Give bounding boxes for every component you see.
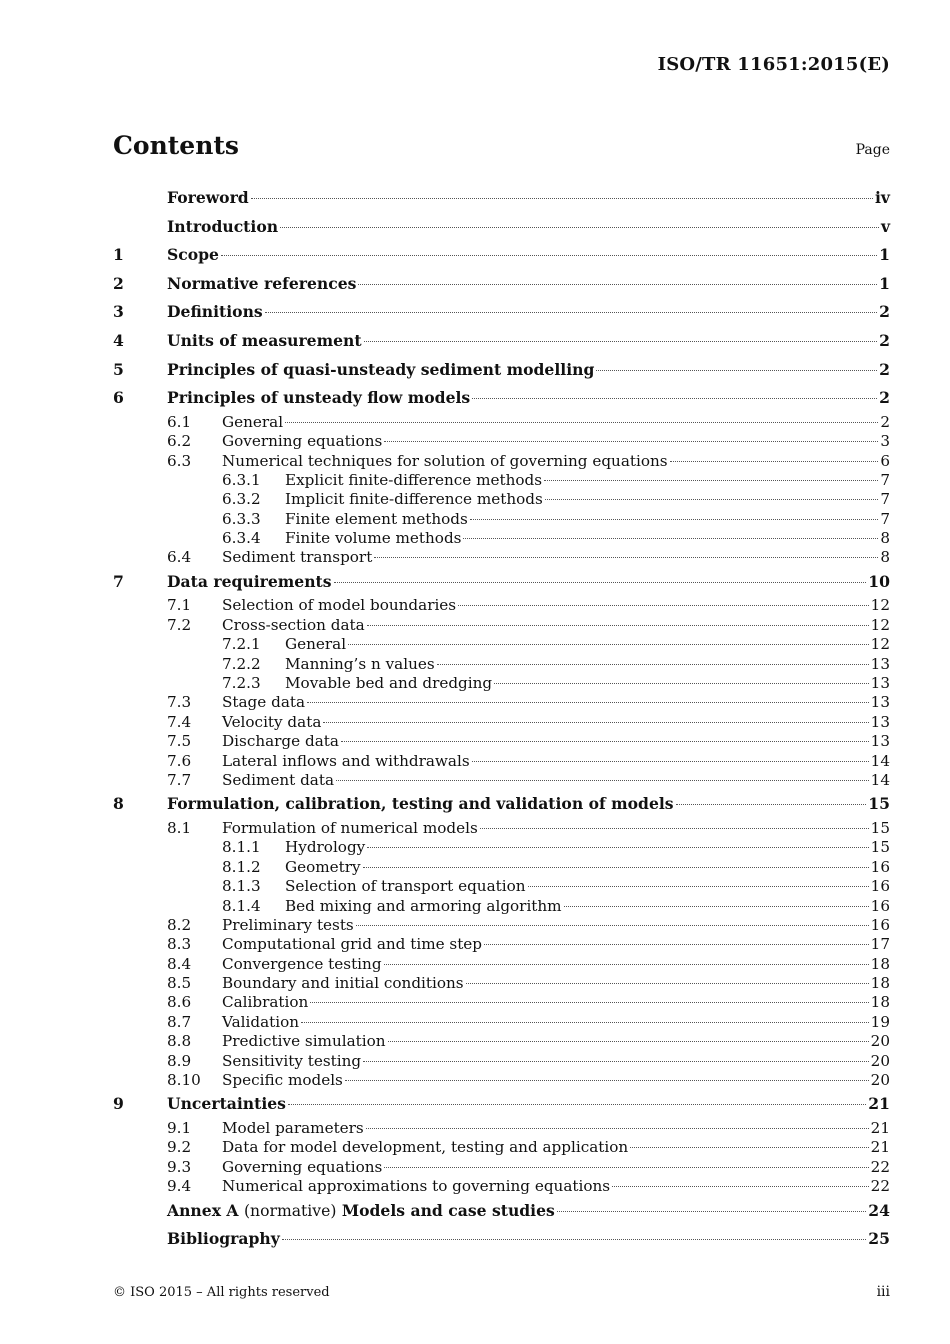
toc-entry-page: 24 <box>868 1200 890 1220</box>
dot-leader <box>528 886 869 887</box>
toc-entry-number: 6.1 <box>167 412 192 431</box>
toc-entry-number: 8.5 <box>167 974 192 993</box>
toc-entry-title: Foreword <box>167 188 249 207</box>
toc-entry-page: 12 <box>870 596 890 615</box>
toc-entry-page: 15 <box>868 794 890 814</box>
toc-entry-title: Bed mixing and armoring algorithm <box>285 896 562 915</box>
toc-entry-number: 8.8 <box>167 1032 192 1051</box>
annex-normative-note: (normative) <box>243 1201 337 1220</box>
toc-entry[interactable] <box>113 1197 890 1226</box>
toc-entry-title: Selection of transport equation <box>285 877 526 896</box>
toc-entry-page: 22 <box>870 1157 890 1176</box>
dot-leader <box>280 227 879 228</box>
toc-entry-page: 2 <box>879 302 890 322</box>
toc-entry-title: Discharge data <box>222 732 339 751</box>
toc-entry-page: 7 <box>880 509 890 528</box>
toc-entry-number: 8.7 <box>167 1012 192 1031</box>
toc-entry-title: Validation <box>222 1012 300 1031</box>
toc-entry-page: 13 <box>870 693 890 712</box>
toc-entry[interactable] <box>113 732 890 751</box>
dot-leader <box>670 461 879 462</box>
toc-entry[interactable] <box>113 897 890 916</box>
toc-entry[interactable] <box>113 655 890 674</box>
toc-entry-title: Velocity data <box>222 712 322 731</box>
toc-entry-page: 8 <box>880 548 890 567</box>
toc-entry-page: 1 <box>879 245 890 265</box>
toc-entry-title: Units of measurement <box>167 330 362 350</box>
toc-entry[interactable] <box>113 596 890 615</box>
toc-entry-number: 6 <box>113 388 124 408</box>
page-title: Contents <box>113 131 240 160</box>
toc-entry-title: Data requirements <box>167 571 332 591</box>
dot-leader <box>676 804 867 805</box>
page-column-label: Page <box>855 142 890 158</box>
toc-entry-page: 7 <box>880 490 890 509</box>
toc-entry-title: Sediment transport <box>222 548 373 567</box>
toc-entry-page: 12 <box>870 615 890 634</box>
toc-entry-page: 10 <box>868 571 890 591</box>
dot-leader <box>334 582 867 583</box>
toc-entry-title: Definitions <box>167 302 263 322</box>
toc-entry-number: 5 <box>113 359 124 379</box>
annex-label: Annex A <box>167 1200 239 1220</box>
toc-entry-number: 7.4 <box>167 712 192 731</box>
toc-entry-number: 8.6 <box>167 993 192 1012</box>
toc-entry[interactable] <box>113 1177 890 1196</box>
dot-leader <box>341 741 869 742</box>
toc-entry-page: iv <box>875 188 890 207</box>
dot-leader <box>458 605 869 606</box>
toc-entry-number: 6.3 <box>167 451 192 470</box>
toc-entry[interactable] <box>113 298 890 327</box>
dot-leader <box>364 341 878 342</box>
toc-entry-title: Implicit finite-difference methods <box>285 490 543 509</box>
toc-entry-title: Governing equations <box>222 432 383 451</box>
toc-entry-title: Governing equations <box>222 1157 383 1176</box>
dot-leader <box>348 644 869 645</box>
toc-entry-page: 13 <box>870 654 890 673</box>
toc-entry-number: 8.10 <box>167 1071 201 1090</box>
dot-leader <box>484 944 869 945</box>
toc-entry[interactable] <box>113 413 890 432</box>
toc-entry-page: 12 <box>870 635 890 654</box>
toc-entry-page: 7 <box>880 470 890 489</box>
toc-entry-number: 9.1 <box>167 1119 192 1138</box>
toc-entry[interactable] <box>113 635 890 654</box>
toc-entry-page: 2 <box>879 330 890 350</box>
toc-entry[interactable] <box>113 1052 890 1071</box>
toc-entry-page: 16 <box>870 857 890 876</box>
toc-entry-page: 15 <box>870 838 890 857</box>
toc-entry-number: 7.2.3 <box>222 674 261 693</box>
toc-entry-page: 15 <box>870 818 890 837</box>
toc-entry[interactable] <box>113 858 890 877</box>
toc-entry-title: Sensitivity testing <box>222 1051 362 1070</box>
toc-entry[interactable] <box>113 1032 890 1051</box>
toc-entry[interactable] <box>113 452 890 471</box>
dot-leader <box>494 683 869 684</box>
dot-leader <box>557 1211 866 1212</box>
toc-entry-number: 8.1.2 <box>222 857 261 876</box>
toc-entry-title: General <box>222 412 284 431</box>
toc-entry-title: Boundary and initial conditions <box>222 974 464 993</box>
toc-entry-number: 6.2 <box>167 432 192 451</box>
toc-entry-title: Formulation of numerical models <box>222 818 478 837</box>
toc-entry[interactable] <box>113 616 890 635</box>
dot-leader <box>301 1022 869 1023</box>
toc-entry-number: 6.3.4 <box>222 529 261 548</box>
toc-entry-title: Selection of model boundaries <box>222 596 457 615</box>
toc-entry-page: 1 <box>879 273 890 293</box>
toc-entry-number: 1 <box>113 245 124 265</box>
toc-entry-title: Formulation, calibration, testing and validation of models <box>167 794 674 814</box>
toc-entry-page: 13 <box>870 712 890 731</box>
toc-entry-title: Convergence testing <box>222 954 382 973</box>
toc-entry-number: 6.3.3 <box>222 509 261 528</box>
toc-entry[interactable] <box>113 693 890 712</box>
toc-entry-page: v <box>880 216 890 236</box>
toc-entry[interactable] <box>113 384 890 413</box>
dot-leader <box>363 867 869 868</box>
toc-entry-page: 20 <box>870 1051 890 1070</box>
toc-entry-title: Data for model development, testing and application <box>222 1138 629 1157</box>
toc-entry-page: 21 <box>870 1138 890 1157</box>
toc-entry-page: 17 <box>870 935 890 954</box>
toc-entry-title: Stage data <box>222 693 306 712</box>
toc-entry[interactable] <box>113 1071 890 1090</box>
document-identifier: ISO/TR 11651:2015(E) <box>657 54 890 75</box>
toc-entry[interactable] <box>113 327 890 356</box>
toc-entry-number: 7.3 <box>167 693 192 712</box>
toc-entry[interactable] <box>113 993 890 1012</box>
toc-entry-number: 8.9 <box>167 1051 192 1070</box>
toc-entry-title: Finite volume methods <box>285 529 462 548</box>
toc-entry-number: 9.2 <box>167 1138 192 1157</box>
toc-entry-title: General <box>285 635 347 654</box>
toc-entry-number: 8.1.4 <box>222 896 261 915</box>
toc-entry-number: 8.1.1 <box>222 838 261 857</box>
toc-entry-title: Uncertainties <box>167 1094 286 1114</box>
toc-entry-title: Sediment data <box>222 770 335 789</box>
toc-entry-page: 19 <box>870 1012 890 1031</box>
toc-entry-page: 21 <box>870 1119 890 1138</box>
dot-leader <box>480 828 869 829</box>
dot-leader <box>336 780 869 781</box>
toc-entry-number: 8.1.3 <box>222 877 261 896</box>
toc-entry[interactable] <box>113 1158 890 1177</box>
dot-leader <box>367 625 869 626</box>
dot-leader <box>265 312 877 313</box>
toc-entry-number: 7.5 <box>167 732 192 751</box>
dot-leader <box>221 255 877 256</box>
toc-entry-number: 7.2.2 <box>222 654 261 673</box>
toc-entry-number: 6.3.2 <box>222 490 261 509</box>
toc-entry-title: Introduction <box>167 216 279 236</box>
dot-leader <box>384 441 878 442</box>
toc-entry-title: Normative references <box>167 273 357 293</box>
dot-leader <box>374 557 878 558</box>
toc-entry-title: Principles of quasi-unsteady sediment modelling <box>167 359 595 379</box>
toc-entry-title: Preliminary tests <box>222 915 354 934</box>
toc-entry-page: 25 <box>868 1229 890 1249</box>
toc-entry[interactable] <box>113 510 890 529</box>
toc-entry-page: 22 <box>870 1177 890 1196</box>
toc-entry-page: 18 <box>870 954 890 973</box>
toc-entry[interactable] <box>113 877 890 896</box>
toc-entry-number: 8.1 <box>167 818 192 837</box>
toc-entry-title: Scope <box>167 245 219 265</box>
toc-entry-number: 9.4 <box>167 1177 192 1196</box>
dot-leader <box>384 964 869 965</box>
toc-entry-number: 7.2.1 <box>222 635 261 654</box>
toc-entry-title: Numerical techniques for solution of governing equations <box>222 451 668 470</box>
dot-leader <box>388 1041 869 1042</box>
dot-leader <box>307 702 869 703</box>
toc-entry-number: 2 <box>113 273 124 293</box>
dot-leader <box>367 847 868 848</box>
dot-leader <box>466 983 869 984</box>
toc-entry[interactable] <box>113 471 890 490</box>
toc-entry[interactable] <box>113 241 890 270</box>
dot-leader <box>564 906 869 907</box>
toc-entry[interactable] <box>113 432 890 451</box>
toc-entry-title: Computational grid and time step <box>222 935 483 954</box>
toc-entry[interactable] <box>113 819 890 838</box>
dot-leader <box>358 284 877 285</box>
toc-entry-page: 14 <box>870 751 890 770</box>
toc-entry-number: 8.3 <box>167 935 192 954</box>
dot-leader <box>310 1002 868 1003</box>
dot-leader <box>470 519 879 520</box>
toc-entry-title: Hydrology <box>285 838 366 857</box>
toc-entry-number: 4 <box>113 330 124 350</box>
dot-leader <box>251 198 873 199</box>
dot-leader <box>545 499 879 500</box>
toc-entry-title: Bibliography <box>167 1229 280 1249</box>
toc-entry-title: Specific models <box>222 1071 343 1090</box>
toc-entry[interactable] <box>113 790 890 819</box>
toc-entry[interactable] <box>113 270 890 299</box>
toc-entry-title: Geometry <box>285 857 361 876</box>
toc-entry[interactable] <box>113 713 890 732</box>
toc-entry-title: Calibration <box>222 993 309 1012</box>
toc-entry-number: 7.7 <box>167 770 192 789</box>
toc-entry[interactable] <box>113 548 890 567</box>
copyright-notice: © ISO 2015 – All rights reserved <box>113 1285 330 1300</box>
toc-entry[interactable] <box>113 1090 890 1119</box>
toc-entry-page: 20 <box>870 1071 890 1090</box>
toc-entry[interactable] <box>113 529 890 548</box>
dot-leader <box>356 925 869 926</box>
dot-leader <box>288 1104 866 1105</box>
dot-leader <box>437 664 869 665</box>
toc-entry-number: 6.3.1 <box>222 470 261 489</box>
toc-entry[interactable] <box>113 838 890 857</box>
toc-entry-number: 7.2 <box>167 615 192 634</box>
toc-entry[interactable] <box>113 356 890 385</box>
toc-entry-page: 2 <box>879 359 890 379</box>
toc-entry-title <box>167 1197 555 1226</box>
dot-leader <box>384 1167 868 1168</box>
toc-entry-title: Movable bed and dredging <box>285 674 493 693</box>
toc-entry-page: 18 <box>870 974 890 993</box>
toc-entry-title: Numerical approximations to governing equations <box>222 1177 611 1196</box>
toc-entry-number: 9 <box>113 1094 124 1114</box>
toc-entry-number: 7.6 <box>167 751 192 770</box>
toc-entry-title: Model parameters <box>222 1119 364 1138</box>
dot-leader <box>285 422 878 423</box>
dot-leader <box>472 398 877 399</box>
toc-entry-page: 6 <box>880 451 890 470</box>
toc-entry-page: 13 <box>870 674 890 693</box>
toc-entry-page: 20 <box>870 1032 890 1051</box>
toc-entry[interactable] <box>113 184 890 213</box>
toc-entry-page: 2 <box>880 412 890 431</box>
toc-entry-number: 8.4 <box>167 954 192 973</box>
toc-entry[interactable] <box>113 771 890 790</box>
dot-leader <box>282 1239 867 1240</box>
toc-entry[interactable] <box>113 213 890 242</box>
toc-entry[interactable] <box>113 1119 890 1138</box>
table-of-contents <box>113 184 890 1254</box>
dot-leader <box>366 1128 869 1129</box>
dot-leader <box>463 538 878 539</box>
toc-entry-page: 21 <box>868 1094 890 1114</box>
toc-entry[interactable] <box>113 674 890 693</box>
dot-leader <box>323 722 868 723</box>
toc-entry-number: 6.4 <box>167 548 192 567</box>
toc-entry-page: 16 <box>870 896 890 915</box>
dot-leader <box>363 1061 869 1062</box>
toc-entry[interactable] <box>113 974 890 993</box>
toc-entry[interactable] <box>113 1013 890 1032</box>
toc-entry-number: 7.1 <box>167 596 192 615</box>
toc-entry-number: 7 <box>113 571 124 591</box>
dot-leader <box>544 480 878 481</box>
toc-entry-number: 8.2 <box>167 915 192 934</box>
toc-entry-title: Finite element methods <box>285 509 468 528</box>
toc-entry-title: Predictive simulation <box>222 1032 386 1051</box>
annex-title: Models and case studies <box>341 1200 555 1220</box>
toc-entry[interactable] <box>113 490 890 509</box>
dot-leader <box>612 1186 869 1187</box>
toc-entry[interactable] <box>113 1138 890 1157</box>
toc-entry[interactable] <box>113 1225 890 1254</box>
toc-entry-title: Lateral inflows and withdrawals <box>222 751 470 770</box>
toc-entry-page: 13 <box>870 732 890 751</box>
toc-entry-number: 9.3 <box>167 1157 192 1176</box>
toc-entry-title: Explicit finite-difference methods <box>285 470 543 489</box>
toc-entry-title: Principles of unsteady flow models <box>167 388 471 408</box>
toc-entry-title: Manning’s n values <box>285 654 435 673</box>
toc-entry-title: Cross-section data <box>222 615 365 634</box>
toc-entry[interactable] <box>113 955 890 974</box>
toc-entry[interactable] <box>113 752 890 771</box>
toc-entry-page: 18 <box>870 993 890 1012</box>
toc-entry-page: 3 <box>880 432 890 451</box>
dot-leader <box>630 1147 869 1148</box>
dot-leader <box>472 761 869 762</box>
toc-entry-page: 16 <box>870 915 890 934</box>
toc-entry[interactable] <box>113 568 890 597</box>
toc-entry[interactable] <box>113 935 890 954</box>
toc-entry-page: 16 <box>870 877 890 896</box>
toc-entry-number: 3 <box>113 302 124 322</box>
dot-leader <box>345 1080 869 1081</box>
toc-entry-number: 8 <box>113 794 124 814</box>
dot-leader <box>596 370 877 371</box>
toc-entry-page: 14 <box>870 770 890 789</box>
toc-entry-page: 2 <box>879 388 890 408</box>
toc-entry[interactable] <box>113 916 890 935</box>
page-number: iii <box>876 1284 890 1300</box>
toc-entry-page: 8 <box>880 529 890 548</box>
